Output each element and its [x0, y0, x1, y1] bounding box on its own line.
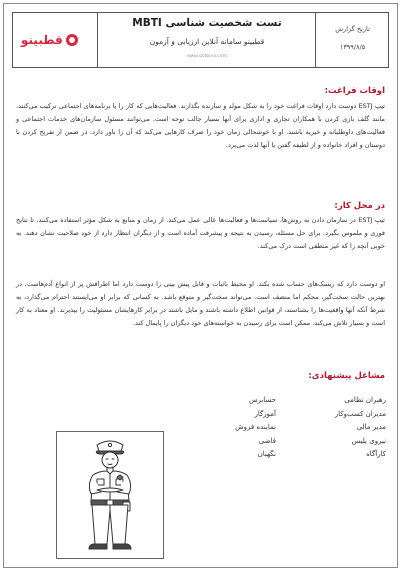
career-item: نماینده فروش	[235, 423, 276, 431]
career-item: قاضی	[258, 436, 276, 445]
careers-list	[164, 394, 386, 464]
brand-logo	[21, 33, 78, 47]
report-date-label: تاریخ گزارش	[335, 25, 370, 33]
career-item: آموزگار	[254, 409, 276, 418]
work-paragraph-1: تیپ ESTJ در سازمان دادن به روش‌ها، سیاست‌ها و فعالیت‌ها عالی عمل می‌کند. از زمان و منابع به شکل مؤثر استفاده می‌کنند. تا نتایج فوری و ملموس بگیرد. برای حل مسئله، رسیدن به نتیجه و پیشرفت آماده است و از دیگران انتظار دارد از خود صلاحیت نشان دهند. به خوبی آنچه را که غیر منطقی است درک می‌کند.	[16, 216, 385, 250]
report-date-value: ۱۳۹۹/۸/۵	[339, 43, 366, 51]
careers-heading: مشاغل پیشنهادی:	[308, 371, 385, 381]
leisure-heading: اوقات فراغت:	[324, 86, 385, 96]
leisure-paragraph: تیپ ESTJ دوست دارد اوقات فراغت خود را به شکل مولد و سازنده بگذارند. فعالیت‌هایی که کار را با برنامه‌های اجتماعی ترکیب می‌کنند، مانند گلف بازی کردن با همکاران تجاری و اداری برای آنها بسیار جالب توجه است. می‌توانند مسئول سازمان‌های خدمات اجتماعی و فعالیت‌های داوطلبانه و خیریه باشند. او با خوشحالی زمان خود را صرف کارهایی می‌کند که آن را باور دارد. در ضمن از تفریح کردن با دوستان و افراد خانواده و از لطیفه گفتن با آنها لذت می‌برد.	[16, 102, 385, 149]
work-heading: در محل کار:	[334, 201, 385, 211]
work-paragraph-2: او دوست دارد که ریسک‌های حساب شده بکند. او محیط باثبات و قابل پیش بینی را دوست دارد اما اطرافش پر از انواع آدم‌هاست. در بهترین حالت سخت‌گیر، محکم اما منصف است. می‌تواند سخت‌گیر و متوقع باشد. به کسانی که برابر او می‌ایستند احترام می‌گذارد، به شرط آنکه آنها واقعیت‌ها را بشناسند، از قوانین اطلاع داشته باشند و مایل باشند در برابر کارهایشان مسئولیت را بپذیرند. او معتاد به کار است و بسیار تلاش می‌کند. ممکن است برای رسیدن به خواسته‌های خود دیگران را پایمال کند.	[16, 280, 385, 327]
brand-name: قطبینو	[21, 33, 63, 47]
report-page	[3, 3, 398, 568]
report-title: تست شخصیت شناسی MBTI	[132, 17, 282, 29]
career-item: رهبران نظامی	[344, 396, 386, 404]
career-item: نگهبان	[257, 450, 276, 458]
report-subtitle: قطبینو سامانه آنلاین ارزیابی و آزمون	[149, 37, 265, 46]
career-item: کارآگاه	[366, 450, 386, 458]
site-url: www.qotbino.com	[186, 54, 228, 59]
career-item: مدیران کسب‌وکار	[334, 409, 386, 418]
police-officer-icon	[57, 432, 163, 558]
careers-column-1	[335, 394, 386, 462]
brand-cell	[13, 13, 97, 67]
report-header	[12, 12, 389, 68]
police-officer-illustration	[56, 431, 164, 559]
careers-column-2	[235, 394, 276, 462]
title-cell	[97, 13, 316, 67]
brand-logo-icon	[66, 34, 78, 46]
date-cell	[315, 13, 389, 67]
career-item: مدیر مالی	[356, 423, 386, 431]
career-item: نیروی پلیس	[351, 436, 386, 445]
career-item: حسابرس	[248, 396, 276, 404]
